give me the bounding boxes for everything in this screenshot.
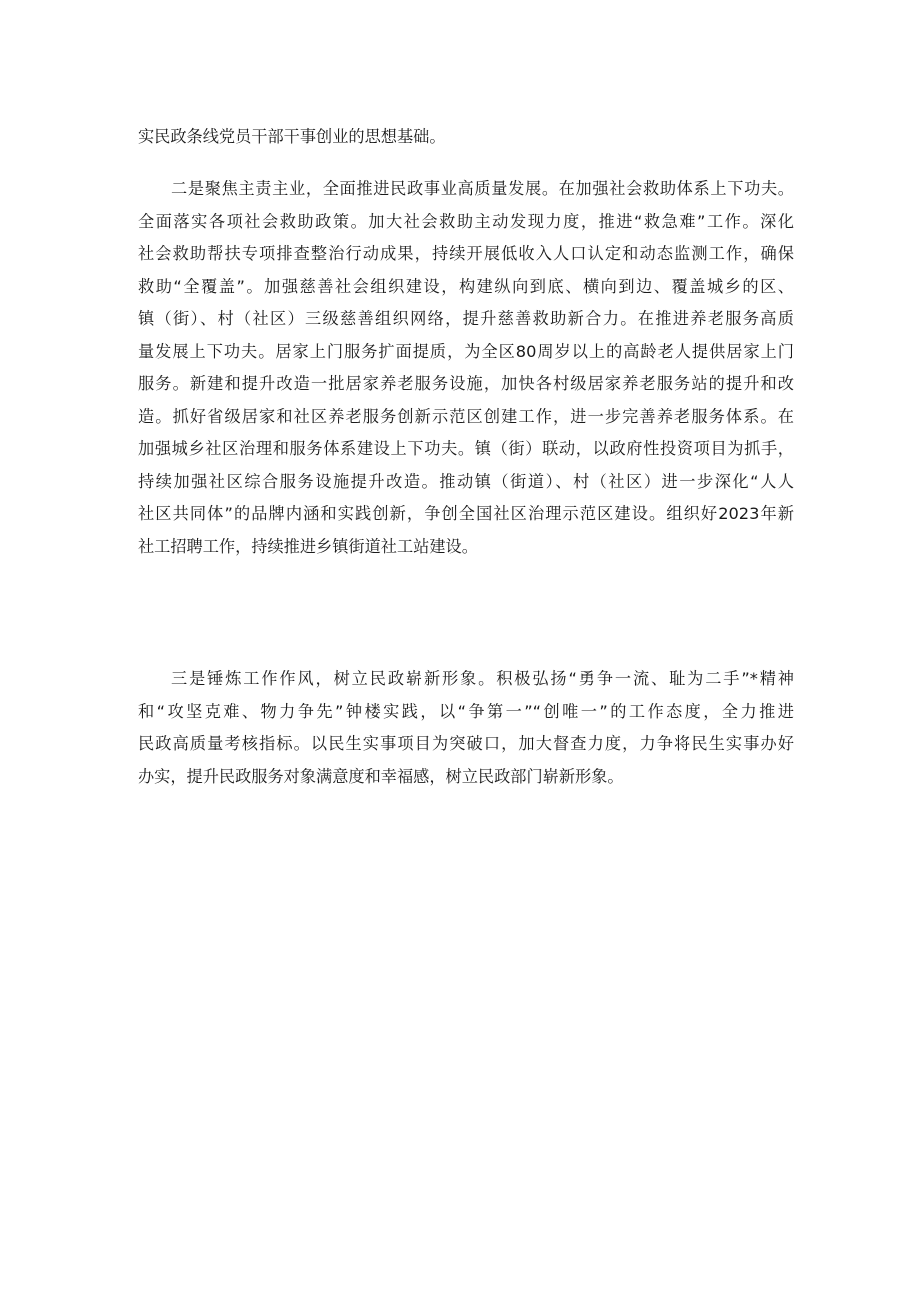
- text-line: 持续加强社区综合服务设施提升改造。推动镇（街道）、村（社区）进一步深化“人人: [138, 471, 794, 491]
- paragraph-2: [138, 173, 794, 563]
- text-line: 二是聚焦主责主业，全面推进民政事业高质量发展。在加强社会救助体系上下功夫。: [171, 179, 794, 198]
- text-line: 办实，提升民政服务对象满意度和幸福感，树立民政部门崭新形象。: [138, 766, 624, 786]
- text-line: 镇（街）、村（社区）三级慈善组织网络，提升慈善救助新合力。在推进养老服务高质: [138, 309, 794, 328]
- text-line: 和“攻坚克难、物力争先”钟楼实践，以“争第一”“创唯一”的工作态度，全力推进: [138, 701, 794, 721]
- text-line: 社区共同体”的品牌内涵和实践创新，争创全国社区治理示范区建设。组织好2023年新: [138, 504, 794, 523]
- text-line: 三是锤炼工作作风，树立民政崭新形象。积极弘扬“勇争一流、耻为二手”*精神: [171, 669, 794, 688]
- text-line: 社工招聘工作，持续推进乡镇街道社工站建设。: [138, 536, 478, 556]
- text-line: 救助“全覆盖”。加强慈善社会组织建设，构建纵向到底、横向到边、覆盖城乡的区、: [138, 276, 794, 296]
- text-line: 服务。新建和提升改造一批居家养老服务设施，加快各村级居家养老服务站的提升和改: [138, 374, 794, 393]
- text-line: 民政高质量考核指标。以民生实事项目为突破口，加大督查力度，力争将民生实事办好: [138, 734, 794, 753]
- text-line: 全面落实各项社会救助政策。加大社会救助主动发现力度，推进“救急难”工作。深化: [138, 211, 794, 231]
- text-line: 加强城乡社区治理和服务体系建设上下功夫。镇（街）联动，以政府性投资项目为抓手，: [138, 439, 794, 458]
- text-line: 量发展上下功夫。居家上门服务扩面提质，为全区80周岁以上的高龄老人提供居家上门: [138, 341, 794, 361]
- paragraph-3: [138, 663, 794, 793]
- paragraph-1: [138, 121, 794, 154]
- text-line: 实民政条线党员干部干事创业的思想基础。: [138, 127, 446, 146]
- text-line: 造。抓好省级居家和社区养老服务创新示范区创建工作，进一步完善养老服务体系。在: [138, 406, 794, 426]
- text-line: 社会救助帮扶专项排查整治行动成果，持续开展低收入人口认定和动态监测工作，确保: [138, 244, 794, 263]
